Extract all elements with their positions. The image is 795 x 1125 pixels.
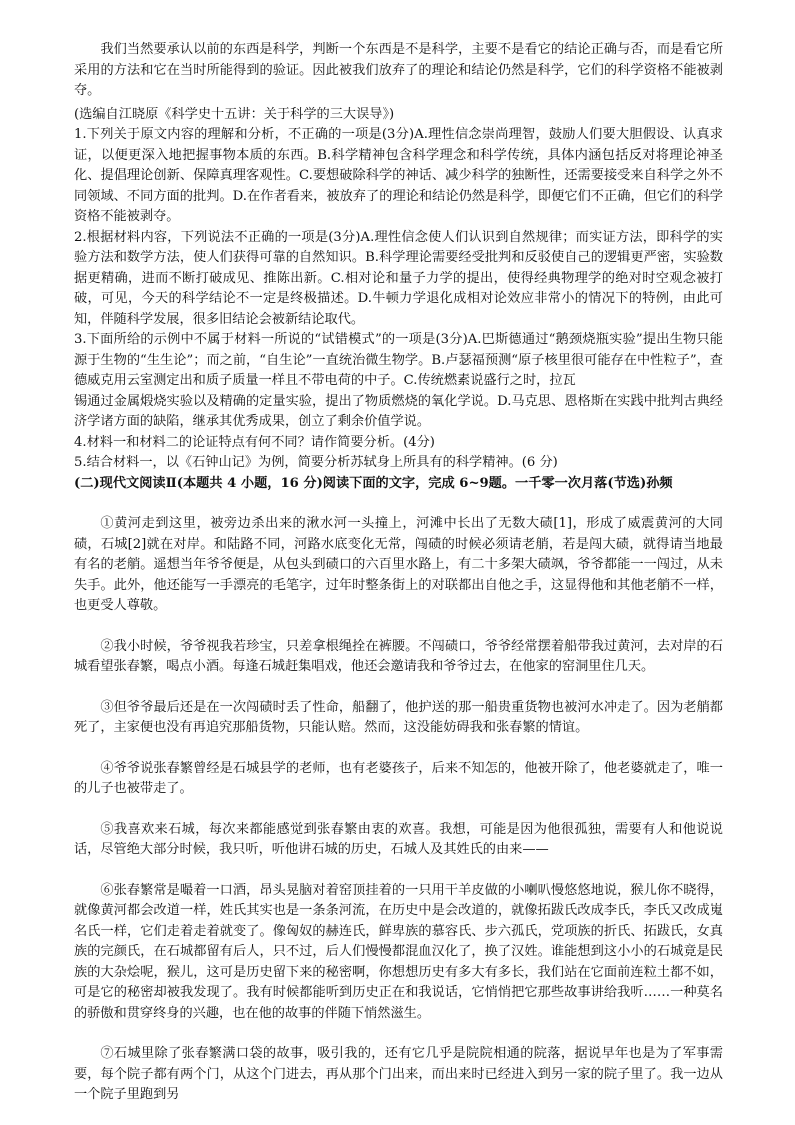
question-1: 1.下列关于原文内容的理解和分析，不正确的一项是(3分)A.理性信念崇尚理智，鼓励人们要大胆假设、认真求证，以便更深入地把握事物本质的东西。B.科学精神包含科学理念和科学传统，具体内涵包括反对将理论神圣化、提倡理论创新、保障真理客观性。C.要想破除科学的神话、减少科学的独断性，还需要接受来自科学之外不同领域、不同方面的批判。D.在作者看来，被放弃了的理论和结论仍然是科学，即便它们不正确，但它们的科学资格不能被剥夺。: [74, 127, 723, 224]
source-citation: (选编自江晓原《科学史十五讲：关于科学的三大误导》): [74, 106, 395, 122]
question-4: 4.材料一和材料二的论证特点有何不同？请作简要分析。(4分): [74, 434, 435, 450]
question-5: 5.结合材料一，以《石钟山记》为例，简要分析苏轼身上所具有的科学精神。(6 分): [74, 455, 558, 470]
narrative-paragraph-5: ⑤我喜欢来石城，每次来都能感觉到张春繁由衷的欢喜。我想，可能是因为他很孤独，需要有人和他说说话，尽管绝大部分时候，我只听，听他讲石城的历史，石城人及其姓氏的由来——: [74, 821, 723, 857]
narrative-paragraph-2: ②我小时候，爷爷视我若珍宝，只差拿根绳拴在裤腰。不闯碛口，爷爷经常摆着船带我过黄河，去对岸的石城看望张春繁，喝点小酒。每逢石城赶集唱戏，他还会邀请我和爷爷过去，在他家的窑洞里住几天。: [74, 638, 723, 674]
question-3: 3.下面所给的示例中不属于材料一所说的“试错模式”的一项是(3分)A.巴斯德通过“鹅颈烧瓶实验”提出生物只能源于生物的“生生论”；而之前，“自生论”一直统治微生物学。B.卢瑟福预测“原子核里很可能存在中性粒子”，查德威克用云室测定出和质子质量一样且不带电荷的中子。C.传统燃素说盛行之时，拉瓦: [74, 332, 723, 388]
narrative-paragraph-3: ③但爷爷最后还是在一次闯碛时丢了性命，船翻了，他护送的那一船贵重货物也被河水冲走了。因为老艄都死了，主家便也没有再追究那船货物，只能认赔。然而，这没能妨碍我和张春繁的情谊。: [74, 699, 723, 735]
narrative-paragraph-7: ⑦石城里除了张春繁满口袋的故事，吸引我的，还有它几乎是院院相通的院落，据说早年也是为了军事需要，每个院子都有两个门，从这个门进去，再从那个门出来，而出来时已经进入到另一家的院子里了。我一边从一个院子里跑到另: [74, 1046, 723, 1102]
narrative-paragraph-1: ①黄河走到这里，被旁边杀出来的湫水河一头撞上，河滩中长出了无数大碛[1]，形成了威震黄河的大同碛，石城[2]就在对岸。和陆路不同，河路水底变化无常，闯碛的时候必须请老艄，若是闯大碛，就得请当地最有名的老艄。遥想当年爷爷便是，从包头到碛口的六百里水路上，有二十多架大碛飒，爷爷都能一一闯过，从未失手。此外，他还能写一手漂亮的毛笔字，过年时整条街上的对联都出自他之手，这显得他和其他老艄不一样，也更受人尊敬。: [74, 516, 723, 613]
question-2: 2.根据材料内容，下列说法不正确的一项是(3分)A.理性信念使人们认识到自然规律；而实证方法，即科学的实验方法和数学方法，使人们获得可靠的自然知识。B.科学理论需要经受批判和反驳使自己的逻辑更严密，实验数据更精确，进而不断打破成见、推陈出新。C.相对论和量子力学的提出，使得经典物理学的绝对时空观念被打破，可见，今天的科学结论不一定是终极描述。D.牛顿力学退化成相对论效应非常小的情况下的特例，由此可知，伴随科学发展，很多旧结论会被新结论取代。: [74, 229, 723, 327]
narrative-paragraph-4: ④爷爷说张春繁曾经是石城县学的老师，也有老婆孩子，后来不知怎的，他被开除了，他老婆就走了，唯一的儿子也被带走了。: [74, 760, 723, 796]
section-2-heading: (二)现代文阅读Ⅱ(本题共 4 小题，16 分)阅读下面的文字，完成 6~9题。一千零一次月落(节选)孙频: [74, 475, 673, 491]
question-3-continued: 锡通过金属煅烧实验以及精确的定量实验，提出了物质燃烧的氧化学说。D.马克思、恩格斯在实践中批判古典经济学诸方面的缺陷，继承其优秀成果，创立了剩余价值学说。: [74, 393, 723, 429]
intro-paragraph: 我们当然要承认以前的东西是科学，判断一个东西是不是科学，主要不是看它的结论正确与否，而是看它所采用的方法和它在当时所能得到的验证。因此被我们放弃了的理论和结论仍然是科学，它们的科学资格不能被剥夺。: [74, 42, 723, 98]
narrative-paragraph-6: ⑥张春繁常是嘬着一口酒，昂头晃脑对着窑顶挂着的一只用干羊皮做的小喇叭慢悠悠地说，猴儿你不晓得，就像黄河都会改道一样，姓氏其实也是一条条河流，在历史中是会改道的，就像拓跋氏改成李氏，李氏又改成嵬名氏一样，它们走着走着就变了。像匈奴的赫连氏，鲜卑族的慕容氏、步六孤氏，党项族的折氏、拓跋氏，女真族的完颜氏，在石城都留有后人，只不过，后人们慢慢都混血汉化了，换了汉姓。谁能想到这小小的石城竟是民族的大杂烩呢，猴儿，这可是历史留下来的秘密啊，你想想历史有多大有多长，我们站在它面前连粒土都不如，可是它的秘密却被我发现了。我有时候都能听到历史正在和我说话，它悄悄把它那些故事讲给我听……一种莫名的骄傲和贯穿终身的兴趣，也在他的故事的伴随下悄然滋生。: [74, 882, 723, 1021]
